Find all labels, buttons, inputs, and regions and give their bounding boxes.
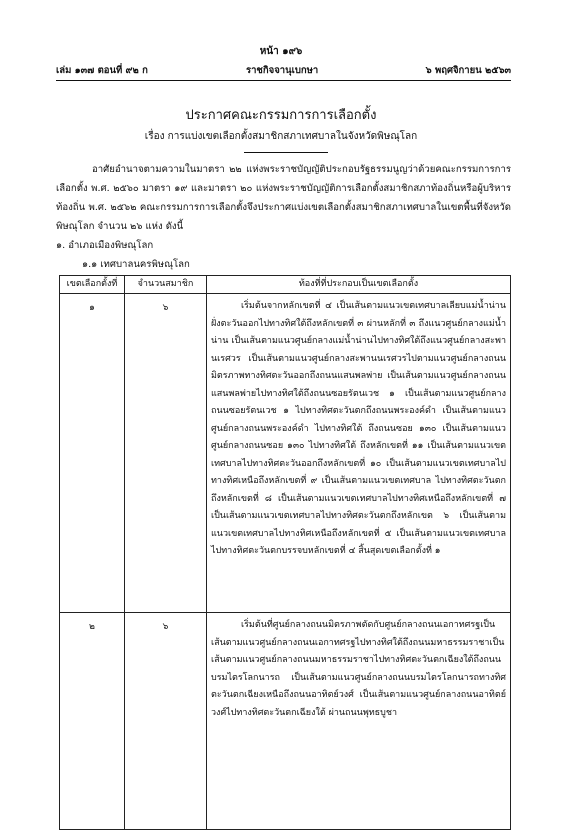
page-number: หน้า ๑๙๖ bbox=[259, 46, 303, 57]
member-count: ๖ bbox=[125, 613, 207, 830]
zone-description-text: เริ่มต้นจากหลักเขตที่ ๔ เป็นเส้นตามแนวเขตเทศบาลเลียบแม่น้ำน่านฝั่งตะวันออกไปทางทิศใต้ถึงหลักเขตที่ ๓ ผ่านหลักที่ ๓ ถึงแนวศูนย์กลางแม่น้ำน่าน เป็นเส้นตามแนวศูนย์กลางแม่น้ำน่านไปทางทิศใต้ถึงแนวศูนย์กลางสะพานเรศวร เป็นเส้นตามแนวศูนย์กลางสะพานนเรศวรไปตามแนวศูนย์กลางถนนมิตรภาพทางทิศตะวันออกถึงถนนแสนพลพ่าย เป็นเส้นตามแนวศูนย์กลางถนนแสนพลพ่ายไปทางทิศใต้ถึงถนนซอยรัตนเวช ๑ เป็นเส้นตามแนวศูนย์กลางถนนซอยรัตนเวช ๑ ไปทางทิศตะวันตกถึงถนนพระองค์ดำ เป็นเส้นตามแนวศูนย์กลางถนนพระองค์ดำ ไปทางทิศใต้ ถึงถนนซอย ๑๓๐ เป็นเส้นตามแนวศูนย์กลางถนนซอย ๑๓๐ ไปทางทิศใต้ ถึงหลักเขตที่ ๑๑ เป็นเส้นตามแนวเขตเทศบาลไปทางทิศตะวันออกถึงหลักเขตที่ ๑๐ เป็นเส้นตามแนวเขตเทศบาลไปทางทิศเหนือถึงหลักเขตที่ ๙ เป็นเส้นตามแนวเขตเทศบาล ไปทางทิศตะวันตกถึงหลักเขตที่ ๘ เป็นเส้นตามแนวเขตเทศบาลไปทางทิศเหนือถึงหลักเขตที่ ๗ เป็นเส้นตามแนวเขตเทศบาลไปทางทิศตะวันตกถึงหลักเขต ๖ เป็นเส้นตามแนวเขตเทศบาลไปทางทิศเหนือถึงหลักเขตที่ ๕ เป็นเส้นตามแนวเขตเทศบาลไปทางทิศตะวันตกบรรจบหลักเขตที่ ๔ สิ้นสุดเขตเลือกตั้งที่ ๑ bbox=[211, 301, 506, 556]
electoral-zone-table bbox=[59, 275, 511, 830]
subsection-heading: ๑.๑ เทศบาลนครพิษณุโลก bbox=[82, 259, 190, 270]
gazette-name: ราชกิจจานุเบกษา bbox=[246, 65, 319, 76]
table-row bbox=[60, 294, 511, 613]
document-subject: เรื่อง การแบ่งเขตเลือกตั้งสมาชิกสภาเทศบาลในจังหวัดพิษณุโลก bbox=[144, 131, 418, 142]
document-title: ประกาศคณะกรรมการการเลือกตั้ง bbox=[185, 108, 377, 123]
header-divider bbox=[56, 80, 511, 81]
table-row bbox=[60, 613, 511, 830]
column-header-members: จำนวนสมาชิก bbox=[125, 276, 207, 294]
preamble-text: อาศัยอำนาจตามความในมาตรา ๒๒ แห่งพระราชบัญญัติประกอบรัฐธรรมนูญว่าด้วยคณะกรรมการการเลือกตั้ง พ.ศ. ๒๕๖๐ มาตรา ๑๙ และมาตรา ๒๐ แห่งพระราชบัญญัติการเลือกตั้งสมาชิกสภาท้องถิ่นหรือผู้บริหารท้องถิ่น พ.ศ. ๒๕๖๒ คณะกรรมการการเลือกตั้งจึงประกาศแบ่งเขตเลือกตั้งสมาชิกสภาเทศบาลในเขตพื้นที่จังหวัดพิษณุโลก จำนวน ๒๖ แห่ง ดังนี้ bbox=[56, 164, 511, 232]
zone-description bbox=[207, 294, 511, 613]
zone-description bbox=[207, 613, 511, 830]
preamble-paragraph bbox=[56, 160, 511, 236]
gazette-header bbox=[56, 63, 511, 77]
zone-number: ๑ bbox=[60, 294, 125, 613]
publication-date: ๖ พฤศจิกายน ๒๕๖๓ bbox=[425, 65, 511, 76]
section-heading: ๑. อำเภอเมืองพิษณุโลก bbox=[56, 240, 154, 251]
volume-issue: เล่ม ๑๓๗ ตอนที่ ๙๒ ก bbox=[56, 65, 148, 76]
column-header-zone: เขตเลือกตั้งที่ bbox=[60, 276, 125, 294]
zone-description-text: เริ่มต้นที่ศูนย์กลางถนนมิตรภาพตัดกับศูนย์กลางถนนเอกาทศรฐเป็นเส้นตามแนวศูนย์กลางถนนเอกาทศรฐไปทางทิศใต้ถึงถนนมหาธรรมราชาเป็นเส้นตามแนวศูนย์กลางถนนมหาธรรมราชาไปทางทิศตะวันตกเฉียงใต้ถึงถนนบรมไตรโลกนารถ เป็นเส้นตามแนวศูนย์กลางถนนบรมไตรโลกนารถทางทิศตะวันตกเฉียงเหนือถึงถนนอาทิตย์วงศ์ เป็นเส้นตามแนวศูนย์กลางถนนอาทิตย์วงศ์ไปทางทิศตะวันตกเฉียงใต้ ผ่านถนนพุทธบูชา bbox=[211, 620, 506, 718]
member-count: ๖ bbox=[125, 294, 207, 613]
zone-number: ๒ bbox=[60, 613, 125, 830]
title-rule bbox=[244, 152, 328, 153]
column-header-area: ท้องที่ที่ประกอบเป็นเขตเลือกตั้ง bbox=[207, 276, 511, 294]
table-header-row bbox=[60, 276, 511, 294]
